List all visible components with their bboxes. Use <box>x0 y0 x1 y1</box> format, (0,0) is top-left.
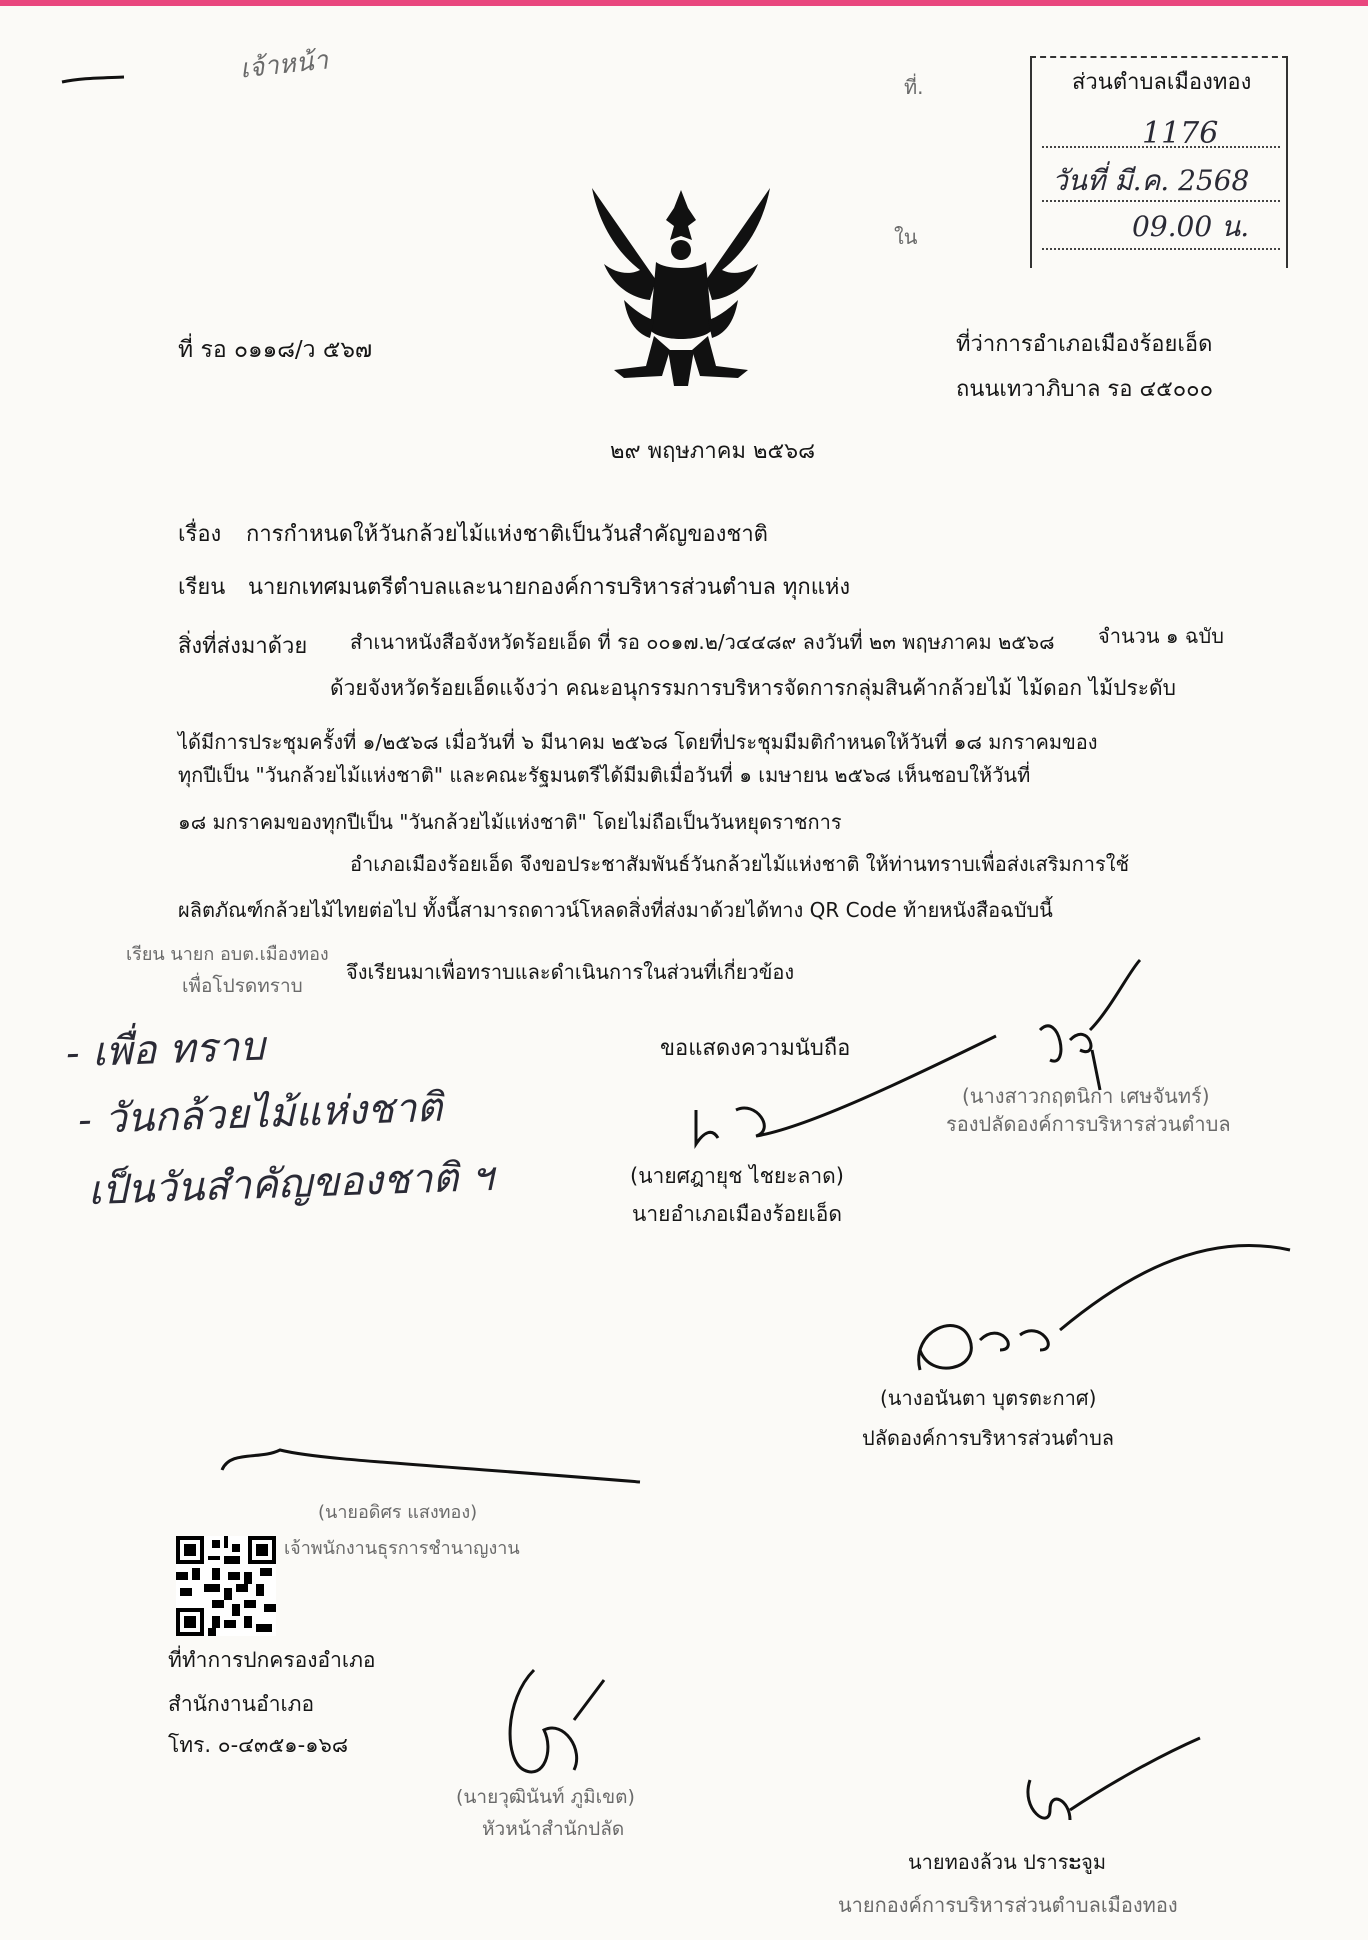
subject-label: เรื่อง <box>178 522 222 547</box>
officer-signer-name: (นายอดิศร แสงทอง) <box>318 1502 478 1523</box>
stamp-number: 1176 <box>1142 116 1219 151</box>
head-signer-name: (นายวุฒินันท์ ภูมิเขต) <box>456 1786 635 1808</box>
stamp-side-mark-2: ใน <box>894 225 918 249</box>
to-text: นายกเทศมนตรีตำบลและนายกองค์การบริหารส่วนตำบล ทุกแห่ง <box>248 575 851 600</box>
handnote-line2: - วันกล้วยไม้แห่งชาติ <box>77 1084 444 1144</box>
subject-text: การกำหนดให้วันกล้วยไม้แห่งชาติเป็นวันสำคัญของชาติ <box>246 522 768 547</box>
footer-office-line2: สำนักงานอำเภอ <box>168 1692 315 1716</box>
dash-mark <box>60 70 130 90</box>
officer-signature-icon <box>220 1420 650 1490</box>
palad-signer-name: (นางอนันตา บุตรตะกาศ) <box>880 1386 1097 1410</box>
body-p3-prefix: เพื่อโปรดทราบ <box>182 975 303 997</box>
stamp-time: 09.00 น. <box>1132 210 1250 243</box>
stamp-side-mark: ที่. <box>904 75 924 99</box>
palad-signature-icon <box>900 1220 1300 1380</box>
head-signature-icon <box>494 1660 614 1780</box>
head-signer-title: หัวหน้าสำนักปลัด <box>482 1818 625 1840</box>
mayor-signer-title: นายกองค์การบริหารส่วนตำบลเมืองทอง <box>838 1893 1178 1917</box>
body-p1-line4: ๑๘ มกราคมของทุกปีเป็น "วันกล้วยไม้แห่งชาติ" โดยไม่ถือเป็นวันหยุดราชการ <box>178 810 842 834</box>
garuda-emblem-icon <box>584 180 778 392</box>
qr-code-icon <box>176 1536 276 1636</box>
mayor-signer-name: นายทองล้วน ปรารະจูม <box>908 1850 1107 1874</box>
top-edge-band <box>0 0 1368 6</box>
document-number: ที่ รอ ๐๑๑๘/ว ๕๖๗ <box>178 337 373 363</box>
mayor-signature-icon <box>1010 1730 1210 1840</box>
stamp-date: วันที่ มี.ค. 2568 <box>1052 164 1250 197</box>
main-signer-title: นายอำเภอเมืองร้อยเอ็ด <box>632 1202 842 1226</box>
body-p1-line1: ด้วยจังหวัดร้อยเอ็ดแจ้งว่า คณะอนุกรรมการบริหารจัดการกลุ่มสินค้ากล้วยไม้ ไม้ดอก ไม้ประดับ <box>330 676 1176 700</box>
handnote-line1: - เพื่อ ทราบ <box>65 1023 266 1077</box>
main-signer-name: (นายศฎายุช ไชยะลาด) <box>630 1164 844 1188</box>
enclosure-text: สำเนาหนังสือจังหวัดร้อยเอ็ด ที่ รอ ๐๐๑๗.๒/ว๔๔๘๙ ลงวันที่ ๒๓ พฤษภาคม ๒๕๖๘ <box>350 630 1055 654</box>
body-p3: จึงเรียนมาเพื่อทราบและดำเนินการในส่วนที่เกี่ยวข้อง <box>346 960 795 984</box>
closing: ขอแสดงความนับถือ <box>660 1036 851 1061</box>
body-p1-line3: ทุกปีเป็น "วันกล้วยไม้แห่งชาติ" และคณะรัฐมนตรีได้มีมติเมื่อวันที่ ๑ เมษายน ๒๕๖๘ เห็นชอบให้วันที่ <box>178 763 1031 787</box>
to-label: เรียน <box>178 575 226 600</box>
footer-office-line1: ที่ทำการปกครองอำเภอ <box>168 1648 376 1672</box>
officer-signer-title: เจ้าพนักงานธุรการชำนาญงาน <box>284 1538 520 1559</box>
body-p2-line1: อำเภอเมืองร้อยเอ็ด จึงขอประชาสัมพันธ์วันกล้วยไม้แห่งชาติ ให้ท่านทราบเพื่อส่งเสริมการใช้ <box>350 852 1130 876</box>
office-address-line2: ถนนเทวาภิบาล รอ ๔๕๐๐๐ <box>956 377 1214 402</box>
palad-signer-title: ปลัดองค์การบริหารส่วนตำบล <box>862 1426 1115 1450</box>
receipt-stamp <box>1030 56 1288 268</box>
enclosure-label: สิ่งที่ส่งมาด้วย <box>178 634 308 659</box>
stamp-title: ส่วนตำบลเมืองทอง <box>1072 70 1252 95</box>
letter-date: ๒๙ พฤษภาคม ๒๕๖๘ <box>610 439 816 464</box>
enclosure-count: จำนวน ๑ ฉบับ <box>1098 624 1224 648</box>
body-p2-line2: ผลิตภัณฑ์กล้วยไม้ไทยต่อไป ทั้งนี้สามารถดาวน์โหลดสิ่งที่ส่งมาด้วยได้ทาง QR Code ท้ายหนังสือฉบับนี้ <box>178 898 1053 922</box>
topleft-note: เจ้าหน้า <box>238 45 330 85</box>
deputy-signer-name: (นางสาวกฤตนิกา เศษจันทร์) <box>962 1084 1210 1108</box>
body-p1-line2: ได้มีการประชุมครั้งที่ ๑/๒๕๖๘ เมื่อวันที่ ๖ มีนาคม ๒๕๖๘ โดยที่ประชุมมีมติกำหนดให้วันที่ ๑๘ มกราคมของ <box>178 730 1098 754</box>
office-address-line1: ที่ว่าการอำเภอเมืองร้อยเอ็ด <box>956 332 1213 357</box>
footer-office-phone: โทร. ๐-๔๓๕๑-๑๖๘ <box>168 1733 349 1757</box>
handnote-line3: เป็นวันสำคัญของชาติ ฯ <box>87 1153 495 1215</box>
handwritten-note-above: เรียน นายก อบต.เมืองทอง <box>126 944 329 965</box>
deputy-signature-icon <box>1030 950 1160 1100</box>
deputy-signer-title: รองปลัดองค์การบริหารส่วนตำบล <box>946 1112 1231 1136</box>
